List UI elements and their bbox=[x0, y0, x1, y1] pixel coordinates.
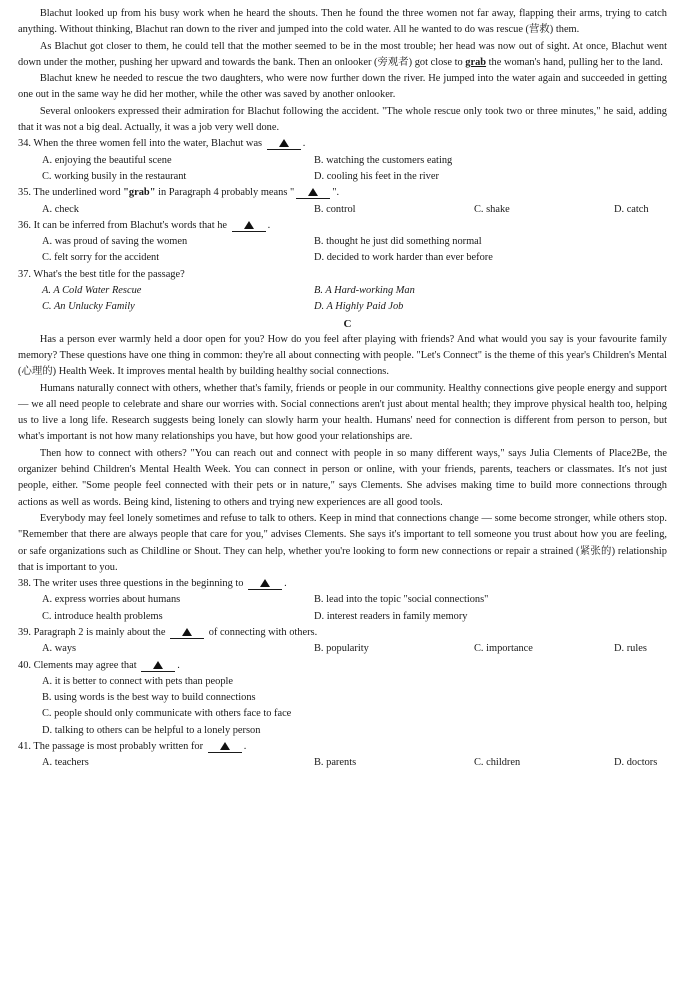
paragraph: Blachut knew he needed to rescue the two daughters, who were now further down the river. He jumped into the water again and succeeded in getting one out in the same way he did her mother, while the other was saved by another onlooker. bbox=[18, 73, 667, 101]
option-c[interactable]: C. shake bbox=[474, 203, 510, 215]
quoted-word: "grab" bbox=[123, 187, 156, 199]
paragraph bbox=[18, 39, 667, 72]
option-d[interactable]: D. doctors bbox=[614, 757, 658, 769]
question-text: in Paragraph 4 probably means " bbox=[158, 187, 295, 199]
option-b[interactable]: B. thought he just did something normal bbox=[314, 236, 482, 248]
paragraph: Then how to connect with others? "You can reach out and connect with people in so many different ways," says Julia Clements of Place2Be, the organizer behind Children's Mental Health Week. You can connect in person or online, with your friends, parents, teachers or classmates. It's not just people, either. "Some people feel connected with their pets or in nature," says Clements. She advises making time to build more connections through actions as well as words. Being kind, listening to others and trying new experiences are all good tools. bbox=[18, 447, 667, 508]
question-end: . bbox=[177, 659, 180, 671]
answer-blank[interactable] bbox=[170, 627, 204, 639]
options bbox=[18, 283, 667, 316]
options bbox=[18, 153, 667, 186]
option-b[interactable]: B. control bbox=[314, 203, 356, 215]
option-a[interactable]: A. check bbox=[42, 203, 79, 215]
option-b[interactable]: B. lead into the topic "social connections" bbox=[314, 594, 489, 606]
question-38 bbox=[18, 576, 667, 625]
option-c[interactable]: C. An Unlucky Family bbox=[42, 301, 135, 313]
question-number: 34. bbox=[18, 138, 31, 150]
question-end: . bbox=[284, 578, 287, 590]
option-a[interactable]: A. was proud of saving the women bbox=[42, 236, 188, 248]
triangle-icon bbox=[308, 188, 318, 196]
option-c[interactable]: C. felt sorry for the accident bbox=[42, 252, 160, 264]
options bbox=[18, 674, 667, 739]
options bbox=[18, 755, 667, 771]
option-b[interactable]: B. using words is the best way to build connections bbox=[42, 692, 256, 704]
question-stem: 37. What's the best title for the passage? bbox=[18, 268, 185, 280]
option-d[interactable]: D. rules bbox=[614, 643, 647, 655]
option-d[interactable]: D. decided to work harder than ever before bbox=[314, 252, 493, 264]
triangle-icon bbox=[153, 661, 163, 669]
option-b[interactable]: B. watching the customers eating bbox=[314, 154, 453, 166]
option-d[interactable]: D. cooling his feet in the river bbox=[314, 170, 439, 182]
paragraph: Everybody may feel lonely sometimes and refuse to talk to others. Keep in mind that connections change — some become stronger, while others stop. "Remember that there are always people that care for you," advises Clements. She says it's important to tell someone you trust about how you are feeling, or safe organizations such as Childline or Shout. They can help, whether you're looking to form new connections or repair a strained (紧张的) relationship that is important to you. bbox=[18, 512, 667, 573]
question-41 bbox=[18, 739, 667, 772]
question-34 bbox=[18, 136, 667, 185]
option-b[interactable]: B. popularity bbox=[314, 643, 369, 655]
triangle-icon bbox=[220, 742, 230, 750]
triangle-icon bbox=[260, 579, 270, 587]
question-end: of connecting with others. bbox=[208, 626, 318, 638]
question-text: 40. Clements may agree that bbox=[18, 659, 137, 671]
answer-blank[interactable] bbox=[296, 187, 330, 199]
underlined-word-grab: grab bbox=[465, 56, 487, 68]
question-39 bbox=[18, 625, 667, 658]
question-36 bbox=[18, 218, 667, 267]
question-text: When the three women fell into the water, Blachut was bbox=[33, 138, 263, 150]
answer-blank[interactable] bbox=[232, 220, 266, 232]
triangle-icon bbox=[182, 628, 192, 636]
question-text: 41. The passage is most probably written for bbox=[18, 741, 204, 753]
question-text: 35. The underlined word bbox=[18, 187, 121, 199]
option-d[interactable]: D. catch bbox=[614, 203, 649, 215]
option-a[interactable]: A. ways bbox=[42, 643, 77, 655]
answer-blank[interactable] bbox=[248, 578, 282, 590]
option-c[interactable]: C. children bbox=[474, 757, 521, 769]
question-end: . bbox=[267, 219, 271, 231]
option-c[interactable]: C. working busily in the restaurant bbox=[42, 170, 187, 182]
option-c[interactable]: C. importance bbox=[474, 643, 533, 655]
question-35 bbox=[18, 185, 667, 218]
question-end: . bbox=[302, 138, 306, 150]
options bbox=[18, 234, 667, 267]
question-37 bbox=[18, 267, 667, 316]
option-d[interactable]: D. interest readers in family memory bbox=[314, 610, 468, 622]
question-stem bbox=[18, 218, 667, 234]
question-end: . bbox=[243, 741, 247, 753]
question-text: 36. It can be inferred from Blachut's words that he bbox=[18, 219, 228, 231]
answer-blank[interactable] bbox=[267, 138, 301, 150]
answer-blank[interactable] bbox=[141, 660, 175, 672]
options bbox=[18, 592, 667, 625]
triangle-icon bbox=[279, 139, 289, 147]
paragraph: Has a person ever warmly held a door open for you? How do you feel after playing with friends? And what would you say is your favourite family memory? These questions have one thing in common: they're all about connecting with people. "Let's Connect" is the theme of this year's Children's Mental (心理的) Health Week. It improves mental health by building healthy social connections. bbox=[18, 333, 667, 378]
question-stem bbox=[18, 658, 667, 674]
option-a[interactable]: A. teachers bbox=[42, 757, 89, 769]
options bbox=[18, 641, 667, 657]
option-a[interactable]: A. express worries about humans bbox=[42, 594, 181, 606]
option-a[interactable]: A. it is better to connect with pets than people bbox=[42, 675, 234, 687]
paragraph-text: the woman's hand, pulling her to the land. bbox=[488, 56, 663, 68]
option-c[interactable]: C. people should only communicate with others face to face bbox=[42, 708, 292, 720]
question-stem bbox=[18, 136, 667, 152]
question-stem bbox=[18, 576, 667, 592]
question-stem bbox=[18, 739, 667, 755]
question-stem bbox=[18, 625, 667, 641]
question-text: 38. The writer uses three questions in the beginning to bbox=[18, 578, 244, 590]
triangle-icon bbox=[244, 221, 254, 229]
paragraph: Several onlookers expressed their admiration for Blachut following the accident. "The whole rescue only took two or three minutes," he said, adding that it was not a big deal. Actually, it was a job very well done. bbox=[18, 105, 667, 134]
option-b[interactable]: B. parents bbox=[314, 757, 357, 769]
option-c[interactable]: C. introduce health problems bbox=[42, 610, 163, 622]
paragraph: Blachut looked up from his busy work when he heard the shouts. Then he found the three women not far away, flapping their arms, trying to catch anything. Without thinking, Blachut ran down to the river and jumped into the cold water. All he wanted to do was rescue (营救) them. bbox=[18, 8, 667, 36]
option-a[interactable]: A. A Cold Water Rescue bbox=[42, 285, 142, 297]
question-40 bbox=[18, 658, 667, 739]
paragraph: Humans naturally connect with others, whether that's family, friends or people in our community. Healthy connections give people energy and support — we all need people to celebrate and share our worries with. Social connections aren't just about mental health; they improve physical health too, helping us to live a long life. Research suggests being lonely can slowly harm your health. Humans' need for connection is different from person to person, but what's important is not how many relationships you have, but how good your relationships are. bbox=[18, 382, 667, 443]
option-b[interactable]: B. A Hard-working Man bbox=[314, 285, 415, 297]
option-d[interactable]: D. A Highly Paid Job bbox=[314, 301, 404, 313]
section-heading: C bbox=[343, 317, 352, 330]
options bbox=[18, 202, 667, 218]
option-a[interactable]: A. enjoying the beautiful scene bbox=[42, 154, 172, 166]
question-end: ". bbox=[332, 187, 340, 199]
answer-blank[interactable] bbox=[208, 741, 242, 753]
paragraph-text: As Blachut got closer to them, he could tell that the mother seemed to be in the most trouble; her head was now out of sight. At once, Blachut went down under the mother, pushing her upward and towards the bank. Then an onlooker (旁观者) got close to bbox=[18, 40, 667, 68]
option-d[interactable]: D. talking to others can be helpful to a lonely person bbox=[42, 724, 261, 736]
question-text: 39. Paragraph 2 is mainly about the bbox=[18, 626, 166, 638]
question-stem bbox=[18, 185, 667, 201]
